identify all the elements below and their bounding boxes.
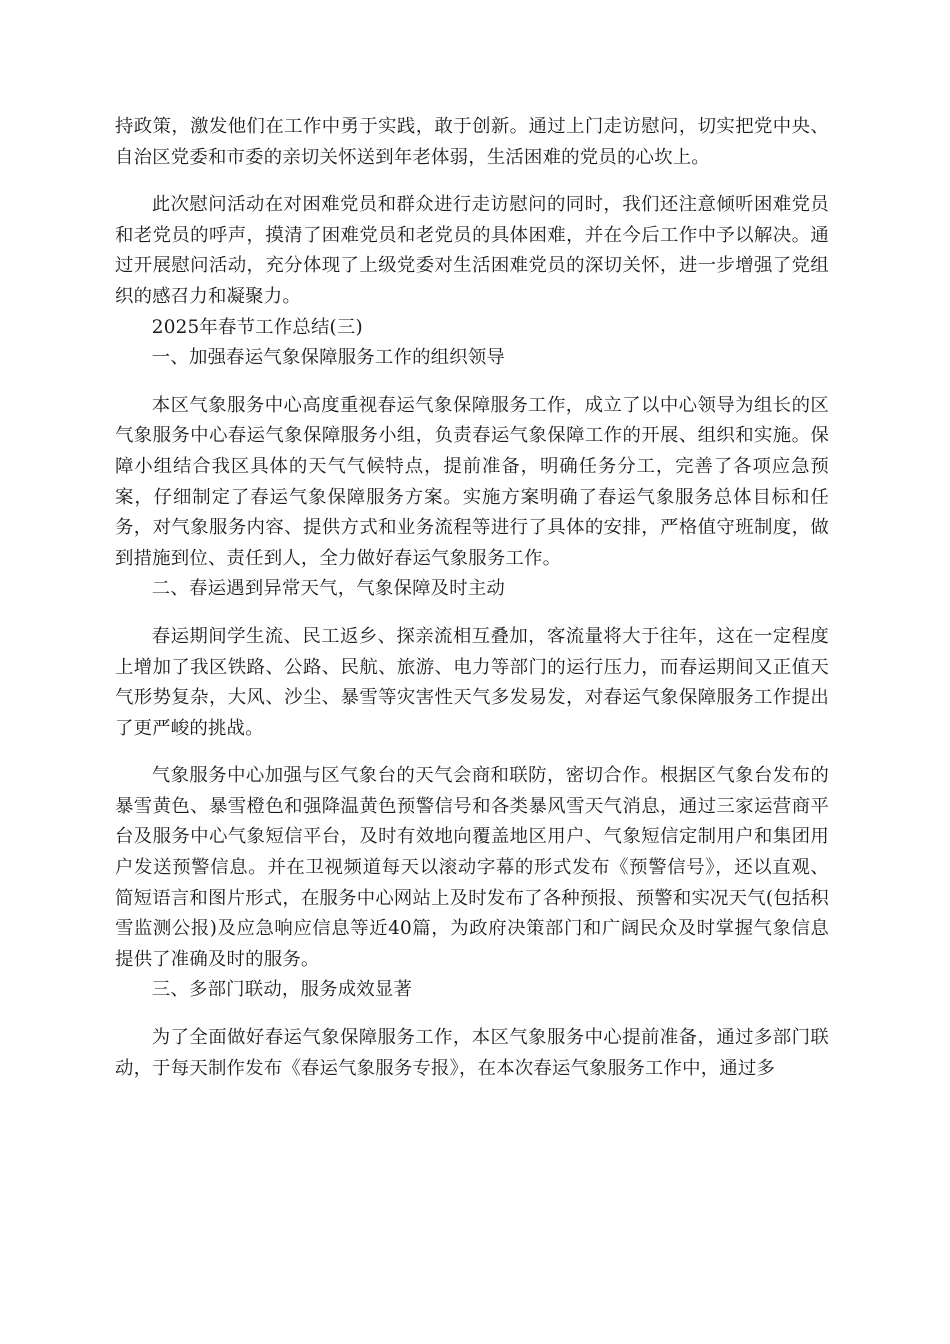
paragraph-6: 为了全面做好春运气象保障服务工作，本区气象服务中心提前准备，通过多部门联动，于每天制作发布《春运气象服务专报》，在本次春运气象服务工作中，通过多 [115, 1027, 829, 1079]
paragraph-3: 本区气象服务中心高度重视春运气象保障服务工作，成立了以中心领导为组长的区气象服务中心春运气象保障服务小组，负责春运气象保障工作的开展、组织和实施。保障小组结合我区具体的天气气候特点，提前准备，明确任务分工，完善了各项应急预案，仔细制定了春运气象保障服务方案。实施方案明确了春运气象服务总体目标和任务，对气象服务内容、提供方式和业务流程等进行了具体的安排，严格值守班制度，做到措施到位、责任到人，全力做好春运气象服务工作。 [115, 394, 829, 569]
paragraph-4: 春运期间学生流、民工返乡、探亲流相互叠加，客流量将大于往年，这在一定程度上增加了我区铁路、公路、民航、旅游、电力等部门的运行压力，而春运期间又正值天气形势复杂，大风、沙尘、暴雪等灾害性天气多发易发，对春运气象保障服务工作提出了更严峻的挑战。 [115, 625, 829, 739]
heading-3: 三、多部门联动，服务成效显著 [151, 979, 413, 1001]
paragraph-2: 此次慰问活动在对困难党员和群众进行走访慰问的同时，我们还注意倾听困难党员和老党员的呼声，摸清了困难党员和老党员的具体困难，并在今后工作中予以解决。通过开展慰问活动，充分体现了上级党委对生活困难党员的深切关怀，进一步增强了党组织的感召力和凝聚力。 [115, 194, 829, 307]
section-title: 2025年春节工作总结(三) [151, 316, 363, 338]
paragraph-5: 气象服务中心加强与区气象台的天气会商和联防，密切合作。根据区气象台发布的暴雪黄色、暴雪橙色和强降温黄色预警信号和各类暴风雪天气消息，通过三家运营商平台及服务中心气象短信平台，及时有效地向覆盖地区用户、气象短信定制用户和集团用户发送预警信息。并在卫视频道每天以滚动字幕的形式发布《预警信号》，还以直观、简短语言和图片形式，在服务中心网站上及时发布了各种预报、预警和实况天气(包括积雪监测公报)及应急响应信息等近40篇，为政府决策部门和广阔民众及时掌握气象信息提供了准确及时的服务。 [115, 765, 829, 970]
heading-1: 一、加强春运气象保障服务工作的组织领导 [151, 347, 506, 369]
document-page [115, 112, 829, 1084]
paragraph-1: 持政策，激发他们在工作中勇于实践，敢于创新。通过上门走访慰问，切实把党中央、自治区党委和市委的亲切关怀送到年老体弱，生活困难的党员的心坎上。 [115, 116, 829, 168]
heading-2: 二、春运遇到异常天气，气象保障及时主动 [151, 578, 506, 600]
